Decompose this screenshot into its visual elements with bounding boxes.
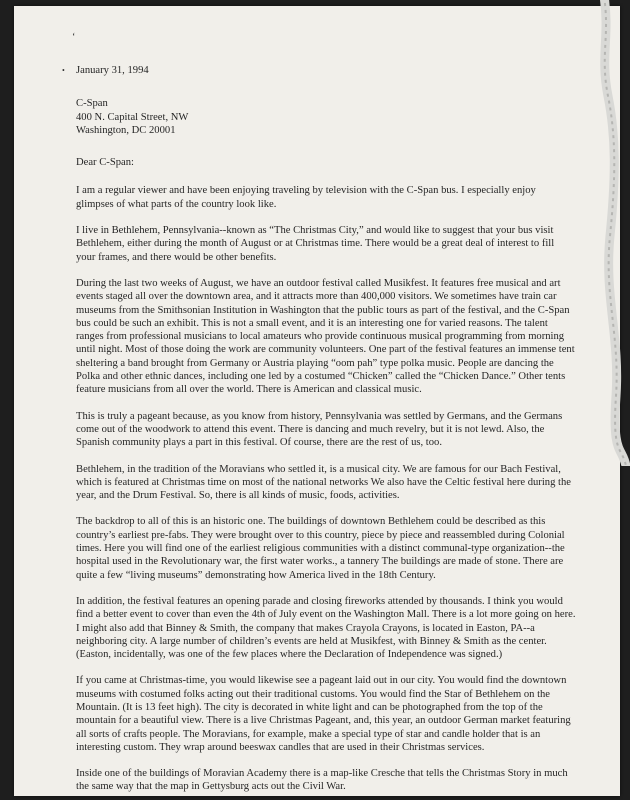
stray-mark: ‘ [72, 32, 76, 43]
recipient-street: 400 N. Capital Street, NW [76, 111, 189, 123]
paragraph: The backdrop to all of this is an historic one. The buildings of downtown Bethlehem could be described as this country’s earliest pre-fabs. They were brought over to this country, piece by piece and reassembled during Colonial times. Here you will find one of the earliest religious communities with a distinct communal-type organization--the hospital used in the Revolutionary war, the first water works., a tannery The buildings are made of stone. There are quite a few “living museums” demonstrating how America lived in the 18th Century. [76, 516, 565, 581]
paragraph: During the last two weeks of August, we have an outdoor festival called Musikfest. It features free musical and art events staged all over the downtown area, and it attracts more than 400,000 visitors. We sometimes have train car museums from the Smithsonian Institution in Washington that the public tours as part of the festival, and the C-Span bus could be such an exhibit. This is not a small event, and it is an interesting one for varied reasons. The talent ranges from professional musicians to local amateurs who provide continuous musical programming from morning until night. Most of those doing the work are community volunteers. One part of the festival features an immense tent sheltering a band brought from Germany or Austria playing “oom pah” type polka music. People are dancing the Polka and other ethnic dances, including one led by a costumed “Chicken” called the “Chicken Dance.” Other tents feature musicians from all over the world. There is American and classical music. [76, 277, 575, 396]
salutation: Dear C-Span: [76, 157, 134, 169]
paragraph: This is truly a pageant because, as you know from history, Pennsylvania was settled by Germans, and the Germans come out of the woodwork to attend this event. There is dancing and much revelry, but it is not lewd. Also, the Spanish community plays a part in this festival. Of course, there are the rest of us, too. [76, 410, 563, 449]
letter-page [14, 6, 620, 796]
paragraph: I live in Bethlehem, Pennsylvania--known as “The Christmas City,” and would like to suggest that your bus visit Bethlehem, either during the month of August or at Christmas time. There would be a great deal of interest to fill your frames, and there would be other benefits. [76, 225, 555, 263]
paragraph: I am a regular viewer and have been enjoying traveling by television with the C-Span bus. I especially enjoy glimpses of what parts of the country look like. [76, 185, 536, 210]
stray-mark: • [62, 66, 65, 75]
paragraph: If you came at Christmas-time, you would likewise see a pageant laid out in our city. You would find the downtown museums with costumed folks acting out their traditional customs. You would find the Star of Bethlehem on the Mountain. (It is 13 feet high). The city is decorated in white light and can be photographed from the top of the mountain for a beautiful view. There is a live Christmas Pageant, and, this year, an outdoor German market featuring all sorts of crafts people. The Moravians, for example, make a special type of star and candle holder that is an interesting custom. They wrap around beeswax candles that are used in their Christmas services. [76, 675, 571, 753]
paragraph: Inside one of the buildings of Moravian Academy there is a map-like Cresche that tells the Christmas Story in much the same way that the map in Gettysburg acts out the Civil War. [76, 768, 568, 793]
recipient-address [76, 97, 576, 137]
archive-string-icon [596, 0, 630, 466]
letter-body [76, 64, 576, 796]
letter-date: January 31, 1994 [76, 65, 149, 76]
recipient-name: C-Span [76, 98, 108, 110]
paragraph: In addition, the festival features an opening parade and closing fireworks attended by thousands. I think you would find a better event to cover than even the 4th of July event on the Washington Mall. There is a lot more going on here. I might also add that Binney & Smith, the company that makes Crayola Crayons, is located in Easton, PA--a neighboring city. A large number of children’s events are held at Musikfest, with Binney & Smith as the center. (Easton, incidentally, was one of the few places where the Declaration of Independence was signed.) [76, 595, 576, 661]
recipient-city: Washington, DC 20001 [76, 124, 176, 136]
paragraph: Bethlehem, in the tradition of the Moravians who settled it, is a musical city. We are famous for our Bach Festival, which is featured at Christmas time on most of the national networks We also have the Celtic festival here during the year, and the Drum Festival. So, there is all kinds of music, foods, activities. [76, 463, 571, 502]
